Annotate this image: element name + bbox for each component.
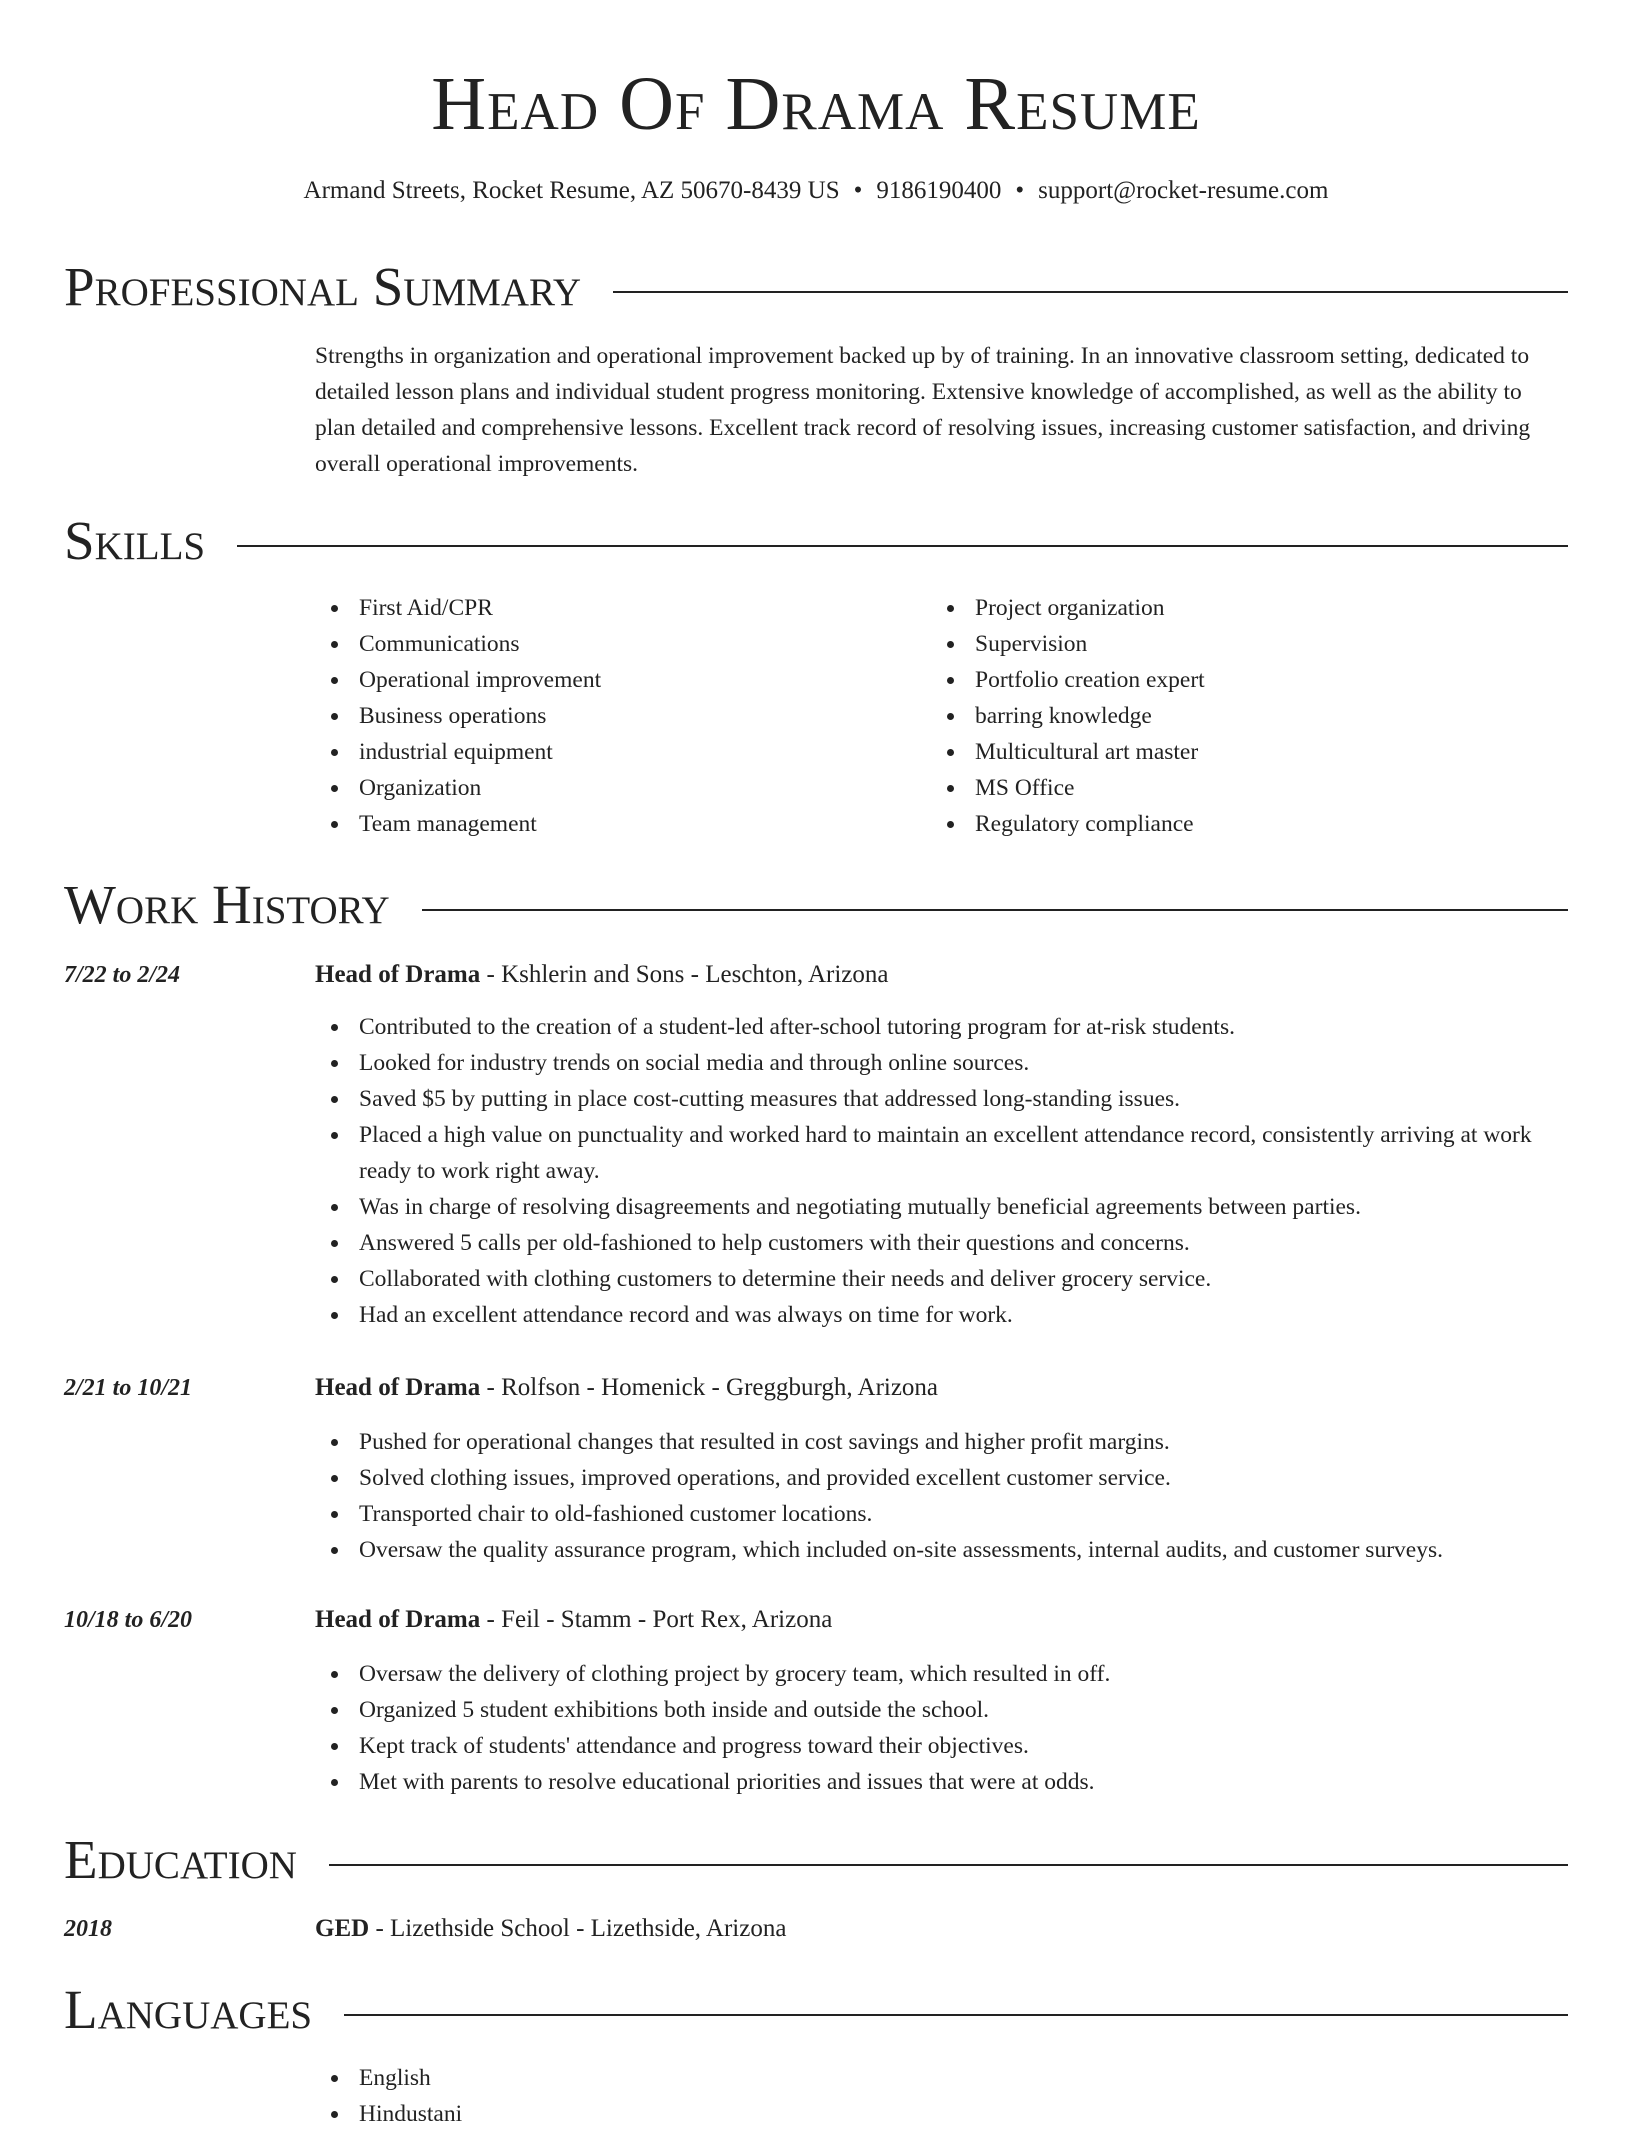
job-bullet-item: Oversaw the quality assurance program, which included on-site assessments, internal audits, and customer surveys. [315, 1532, 1568, 1568]
summary-text: Strengths in organization and operational improvement backed up by of training. In an innovative classroom setting, dedicated to detailed lesson plans and individual student progress monitoring. Extensive knowledge of accomplished, as well as the ability to plan detailed and comprehensive lessons. Excellent track record of resolving issues, increasing customer satisfaction, and driving overall operational improvements. [315, 343, 1531, 477]
job-bullet-item: Had an excellent attendance record and was always on time for work. [315, 1297, 1568, 1333]
skills-column-left [315, 590, 915, 842]
job-bullet-item: Placed a high value on punctuality and worked hard to maintain an excellent attendance record, consistently arriving at work ready to work right away. [315, 1117, 1568, 1189]
section-divider [237, 545, 1568, 547]
job-bullet-list [315, 1424, 1568, 1568]
summary-heading: Professional Summary [64, 256, 582, 317]
section-divider [422, 909, 1568, 911]
job-details: - Feil - Stamm - Port Rex, Arizona [480, 1606, 833, 1633]
work-heading: Work History [64, 874, 390, 935]
section-divider [613, 291, 1568, 293]
job-bullet-item: Pushed for operational changes that resulted in cost savings and higher profit margins. [315, 1424, 1568, 1460]
job-bullet-item: Answered 5 calls per old-fashioned to help customers with their questions and concerns. [315, 1225, 1568, 1261]
language-item: Hindustani [315, 2096, 1568, 2132]
skill-item: barring knowledge [931, 698, 1531, 734]
languages-list-wrapper [315, 2060, 1568, 2132]
resume-title: Head Of Drama Resume [431, 62, 1201, 146]
contact-separator: • [1015, 177, 1025, 204]
contact-address: Armand Streets, Rocket Resume, AZ 50670-8439 US [303, 177, 840, 204]
skill-item: MS Office [931, 770, 1531, 806]
job-heading [315, 1370, 1568, 1406]
job-details: - Kshlerin and Sons - Leschton, Arizona [480, 961, 889, 988]
job-bullet-item: Collaborated with clothing customers to determine their needs and deliver grocery service. [315, 1261, 1568, 1297]
job-bullet-item: Was in charge of resolving disagreements and negotiating mutually beneficial agreements between parties. [315, 1189, 1568, 1225]
job-bullets [315, 1656, 1568, 1800]
job-bullet-item: Transported chair to old-fashioned customer locations. [315, 1496, 1568, 1532]
skill-item: Communications [315, 626, 915, 662]
skill-item: Multicultural art master [931, 734, 1531, 770]
skills-heading: Skills [64, 510, 206, 571]
job-heading [315, 957, 1568, 993]
skills-section-header [64, 506, 1568, 576]
skill-item: Portfolio creation expert [931, 662, 1531, 698]
job-title: Head of Drama [315, 961, 481, 988]
job-dates: 7/22 to 2/24 [64, 962, 181, 988]
section-divider [329, 1864, 1568, 1866]
summary-section-header [64, 252, 1568, 322]
education-heading: Education [64, 1829, 297, 1890]
contact-email: support@rocket-resume.com [1038, 177, 1329, 204]
section-divider [344, 2014, 1568, 2016]
job-dates: 2/21 to 10/21 [64, 1375, 193, 1401]
skill-item: Business operations [315, 698, 915, 734]
job-title: Head of Drama [315, 1606, 481, 1633]
skills-list-right [931, 590, 1531, 842]
skill-item: Organization [315, 770, 915, 806]
skills-list-left [315, 590, 915, 842]
education-entry [315, 1911, 1568, 1947]
job-bullet-list [315, 1009, 1568, 1333]
language-item: English [315, 2060, 1568, 2096]
languages-list [315, 2060, 1568, 2132]
job-title: Head of Drama [315, 1374, 481, 1401]
job-heading [315, 1602, 1568, 1638]
job-bullet-item: Kept track of students' attendance and progress toward their objectives. [315, 1728, 1568, 1764]
skills-column-right [931, 590, 1531, 842]
work-section-header [64, 870, 1568, 940]
job-bullet-item: Contributed to the creation of a student-led after-school tutoring program for at-risk students. [315, 1009, 1568, 1045]
job-bullet-item: Oversaw the delivery of clothing project by grocery team, which resulted in off. [315, 1656, 1568, 1692]
job-bullet-item: Organized 5 student exhibitions both inside and outside the school. [315, 1692, 1568, 1728]
contact-separator: • [853, 177, 863, 204]
job-bullet-item: Solved clothing issues, improved operations, and provided excellent customer service. [315, 1460, 1568, 1496]
education-year: 2018 [64, 1916, 112, 1942]
job-bullet-item: Met with parents to resolve educational priorities and issues that were at odds. [315, 1764, 1568, 1800]
skill-item: Operational improvement [315, 662, 915, 698]
languages-section-header [64, 1975, 1568, 2045]
contact-phone: 9186190400 [876, 177, 1002, 204]
skill-item: industrial equipment [315, 734, 915, 770]
skill-item: Regulatory compliance [931, 806, 1531, 842]
skill-item: Supervision [931, 626, 1531, 662]
job-bullet-list [315, 1656, 1568, 1800]
education-section-header [64, 1825, 1568, 1895]
job-bullets [315, 1424, 1568, 1568]
skill-item: Project organization [931, 590, 1531, 626]
languages-heading: Languages [64, 1979, 313, 2040]
job-bullet-item: Looked for industry trends on social media and through online sources. [315, 1045, 1568, 1081]
education-details: - Lizethside School - Lizethside, Arizona [369, 1915, 787, 1942]
education-degree: GED [315, 1915, 370, 1942]
job-bullets [315, 1009, 1568, 1333]
skill-item: First Aid/CPR [315, 590, 915, 626]
skill-item: Team management [315, 806, 915, 842]
job-details: - Rolfson - Homenick - Greggburgh, Arizona [480, 1374, 939, 1401]
contact-line [0, 174, 1632, 208]
job-bullet-item: Saved $5 by putting in place cost-cutting measures that addressed long-standing issues. [315, 1081, 1568, 1117]
job-dates: 10/18 to 6/20 [64, 1607, 193, 1633]
